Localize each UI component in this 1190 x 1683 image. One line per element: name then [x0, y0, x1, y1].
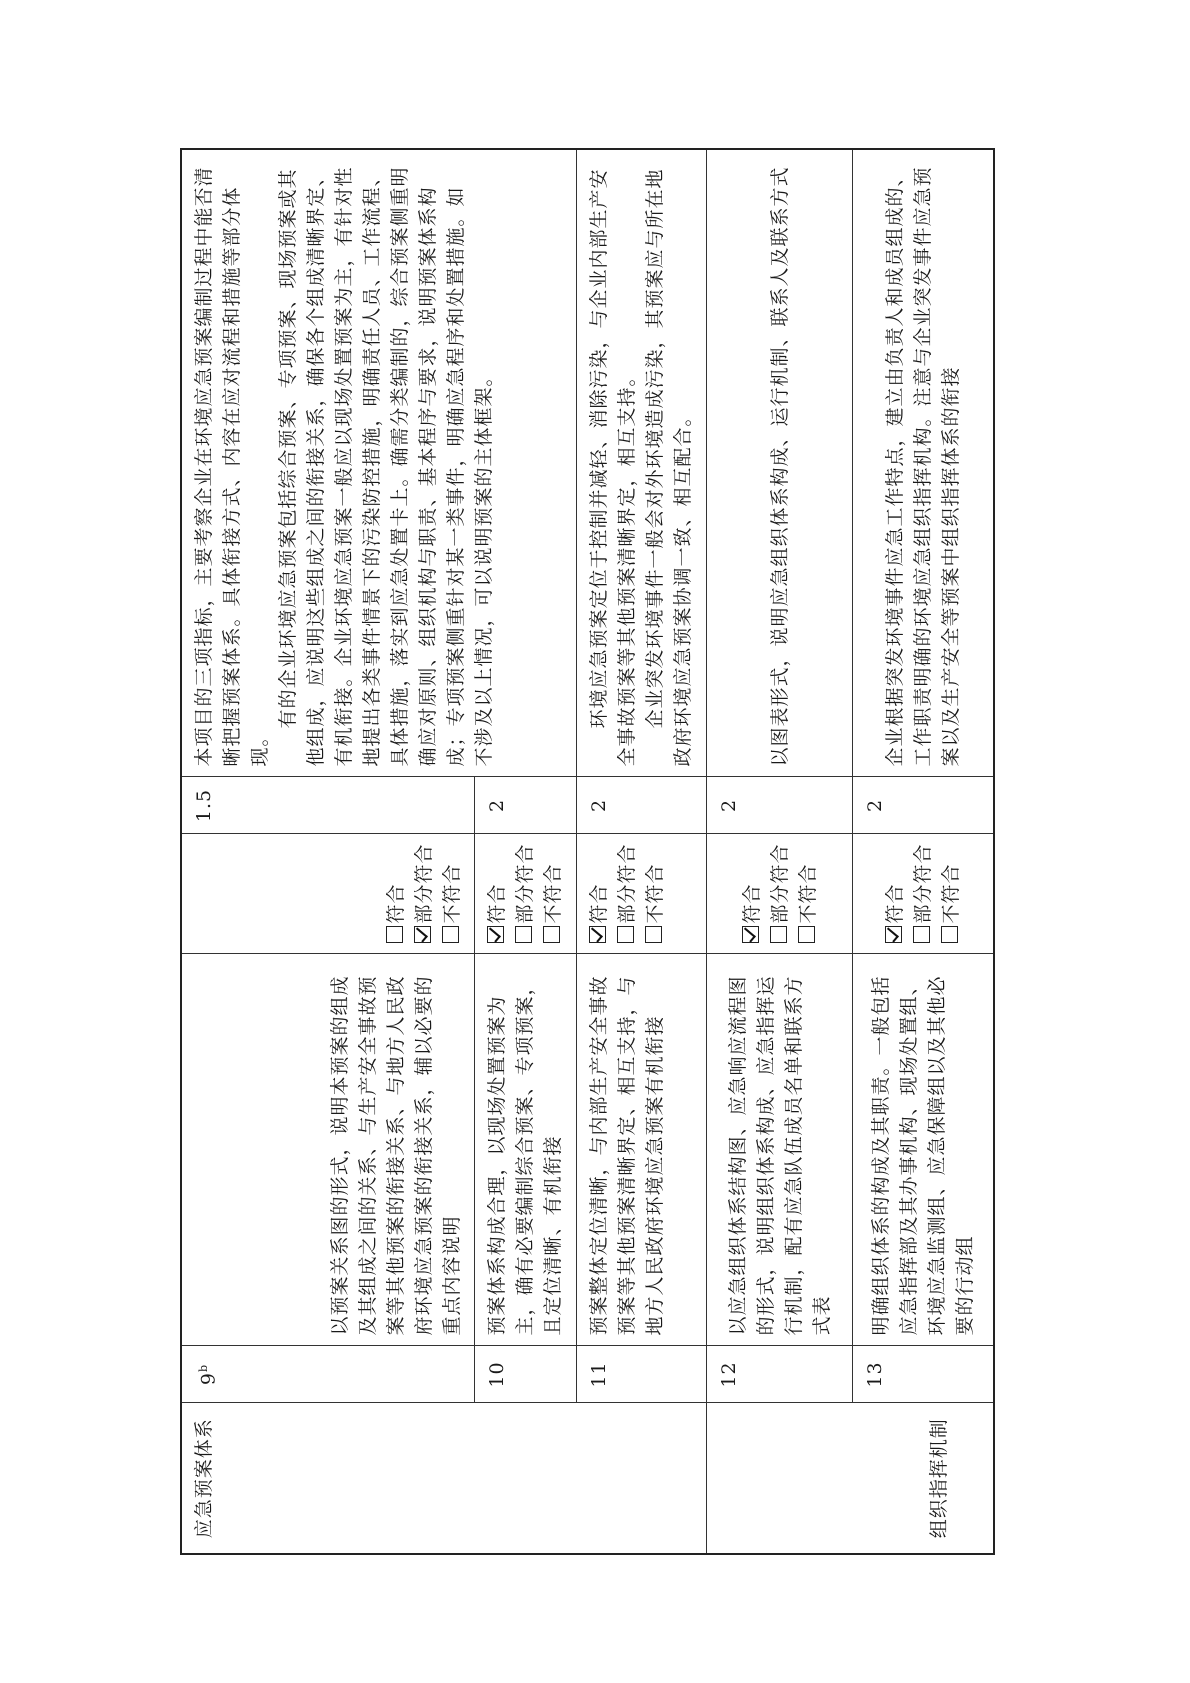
requirement-text: 明确组织体系的构成及其职责。一般包括应急指挥部及其办事机构、现场处置组、环境应急监测组、应急保障组以及其他必要的行动组 [852, 954, 994, 1346]
checkbox-icon[interactable] [386, 927, 403, 944]
category-emergency-system: 应急预案体系 [181, 1403, 707, 1554]
table-row [707, 149, 853, 1554]
row-number: 11 [576, 1346, 706, 1403]
category-organization-command: 组织指挥机制 [707, 1403, 994, 1554]
checkbox-icon[interactable] [798, 927, 815, 944]
checkbox-icon[interactable] [645, 927, 662, 944]
checkbox-icon[interactable] [770, 927, 787, 944]
checkbox-icon[interactable] [913, 927, 930, 944]
conformity-options: 符合 部分符合 不符合 [852, 834, 994, 954]
checkbox-checked-icon[interactable] [885, 927, 902, 944]
table-row [576, 149, 706, 1554]
checkbox-checked-icon[interactable] [414, 927, 431, 944]
table-row [181, 149, 474, 1554]
score-value: 2 [852, 777, 994, 834]
score-value: 2 [576, 777, 706, 834]
score-value: 1.5 [181, 777, 474, 834]
conformity-options: 符合 部分符合 不符合 [181, 834, 474, 954]
row-number: 13 [852, 1346, 994, 1403]
conformity-options: 符合 部分符合 不符合 [576, 834, 706, 954]
checkbox-icon[interactable] [617, 927, 634, 944]
checkbox-icon[interactable] [515, 927, 532, 944]
checkbox-icon[interactable] [543, 927, 560, 944]
rotated-review-table [180, 150, 995, 1555]
score-value: 2 [474, 777, 576, 834]
conformity-options: 符合 部分符合 不符合 [707, 834, 853, 954]
checkbox-checked-icon[interactable] [589, 927, 606, 944]
requirement-text: 预案整体定位清晰，与内部生产安全事故预案等其他预案清晰界定、相互支持，与地方人民政府环境应急预案有机衔接 [576, 954, 706, 1346]
score-value: 2 [707, 777, 853, 834]
requirement-text: 以应急组织体系结构图、应急响应流程图的形式，说明组织体系构成、应急指挥运行机制，配有应急队伍成员名单和联系方式表 [707, 954, 853, 1346]
row-number: 9$^b$ [181, 1346, 474, 1403]
checkbox-checked-icon[interactable] [487, 927, 504, 944]
checkbox-icon[interactable] [442, 927, 459, 944]
remark-text: 环境应急预案定位于控制并减轻、消除污染，与企业内部生产安全事故预案等其他预案清晰界定，相互支持。 企业突发环境事件一般会对外环境造成污染，其预案应与所在地政府环境应急预案协调一致、相互配合。 [576, 149, 706, 777]
requirement-text: 预案体系构成合理，以现场处置预案为主，确有必要编制综合预案、专项预案，且定位清晰、有机衔接 [474, 954, 576, 1346]
row-number: 12 [707, 1346, 853, 1403]
table-row [852, 149, 994, 1554]
checkbox-icon[interactable] [941, 927, 958, 944]
remark-text: 以图表形式，说明应急组织体系构成、运行机制、联系人及联系方式 [707, 149, 853, 777]
remark-text: 企业根据突发环境事件应急工作特点，建立由负责人和成员组成的、工作职责明确的环境应急组织指挥机构。注意与企业突发事件应急预案以及生产安全等预案中组织指挥体系的衔接 [852, 149, 994, 777]
review-table [180, 148, 995, 1555]
remark-text: 本项目的三项指标，主要考察企业在环境应急预案编制过程中能否清晰把握预案体系。具体衔接方式、内容在应对流程和措施等部分体现。 有的企业环境应急预案包括综合预案、专项预案、现场预案或其他组成，应说明这些组成之间的衔接关系，确保各个组成清晰界定、有机衔接。企业环境应急预案一般应以现场处置预案为主，有针对性地提出各类事件情景下的污染防控措施，明确责任人员、工作流程、具体措施，落实到应急处置卡上。确需分类编制的，综合预案侧重明确应对原则、组织机构与职责、基本程序与要求，说明预案体系构成；专项预案侧重针对某一类事件，明确应急程序和处置措施。如 不涉及以上情况，可以说明预案的主体框架。 [181, 149, 576, 777]
requirement-text: 以预案关系图的形式，说明本预案的组成及其组成之间的关系、与生产安全事故预案等其他预案的衔接关系、与地方人民政府环境应急预案的衔接关系，辅以必要的重点内容说明 [181, 954, 474, 1346]
conformity-options: 符合 部分符合 不符合 [474, 834, 576, 954]
checkbox-checked-icon[interactable] [742, 927, 759, 944]
row-number: 10 [474, 1346, 576, 1403]
